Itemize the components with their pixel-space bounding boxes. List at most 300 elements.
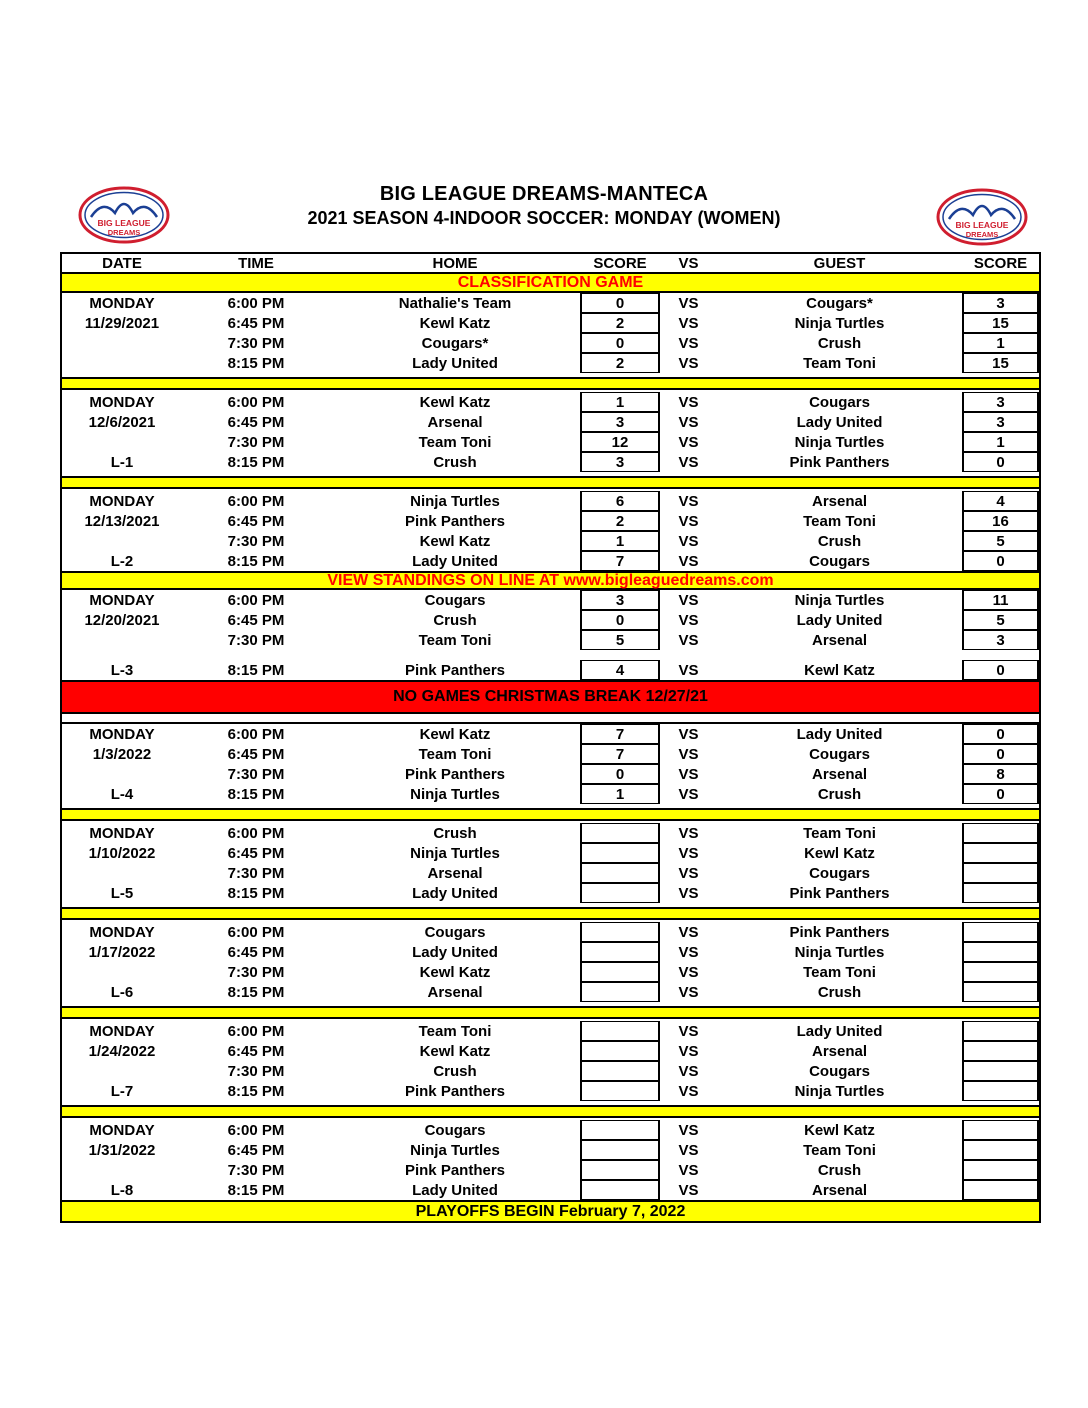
guest-score-box: 3 xyxy=(962,412,1039,432)
vs-cell: VS xyxy=(678,884,699,902)
time-cell: 7:30 PM xyxy=(227,1161,285,1179)
home-score-box xyxy=(580,1021,660,1041)
vs-cell: VS xyxy=(678,824,699,842)
guest-score-cell xyxy=(962,432,1039,452)
date-cell: L-8 xyxy=(110,1181,134,1199)
home-team-cell: Cougars xyxy=(424,1121,486,1139)
guest-score-cell xyxy=(962,531,1039,551)
vs-cell: VS xyxy=(678,1141,699,1159)
time-cell: 7:30 PM xyxy=(227,532,285,550)
vs-cell: VS xyxy=(678,354,699,372)
column-header-guest-score: SCORE xyxy=(962,254,1039,274)
vs-cell: VS xyxy=(678,631,699,649)
column-header-vs: VS xyxy=(660,254,717,274)
logo-text-bottom: DREAMS xyxy=(107,228,141,237)
home-team-cell: Lady United xyxy=(412,943,498,961)
date-cell xyxy=(62,432,182,452)
date-cell: MONDAY xyxy=(89,1121,155,1139)
column-header-home-score: SCORE xyxy=(580,254,660,274)
guest-team-cell: Crush xyxy=(817,983,862,1001)
guest-team-cell: Lady United xyxy=(796,413,883,431)
guest-team-cell: Arsenal xyxy=(811,492,868,510)
home-score-box: 4 xyxy=(580,660,660,680)
home-score-cell xyxy=(580,1081,660,1101)
time-cell: 6:00 PM xyxy=(227,294,285,312)
week-separator xyxy=(62,1002,1039,1021)
guest-score-box: 3 xyxy=(962,630,1039,650)
guest-team-cell: Crush xyxy=(817,334,862,352)
guest-score-box xyxy=(962,843,1039,863)
time-cell: 6:45 PM xyxy=(227,512,285,530)
home-team-cell: Lady United xyxy=(412,552,498,570)
time-cell: 6:00 PM xyxy=(227,492,285,510)
guest-score-box: 3 xyxy=(962,392,1039,412)
vs-cell: VS xyxy=(678,1082,699,1100)
home-score-cell xyxy=(580,784,660,804)
guest-score-box: 4 xyxy=(962,491,1039,511)
home-team-cell: Crush xyxy=(433,824,477,842)
guest-team-cell: Crush xyxy=(817,785,862,803)
guest-team-cell: Team Toni xyxy=(803,824,876,842)
vs-cell: VS xyxy=(678,413,699,431)
home-score-box xyxy=(580,922,660,942)
guest-team-cell: Team Toni xyxy=(803,963,876,981)
home-team-cell: Team Toni xyxy=(418,1022,492,1040)
home-team-cell: Team Toni xyxy=(418,631,492,649)
home-score-box: 2 xyxy=(580,511,660,531)
guest-score-cell xyxy=(962,883,1039,903)
home-team-cell: Cougars xyxy=(424,923,486,941)
home-score-box xyxy=(580,883,660,903)
home-team-cell: Nathalie's Team xyxy=(398,294,512,312)
week-separator xyxy=(62,472,1039,491)
date-cell xyxy=(62,863,182,883)
home-score-cell xyxy=(580,1180,660,1200)
home-score-box: 7 xyxy=(580,744,660,764)
home-score-box xyxy=(580,1081,660,1101)
guest-team-cell: Kewl Katz xyxy=(804,844,875,862)
date-cell xyxy=(62,531,182,551)
time-cell: 7:30 PM xyxy=(227,963,285,981)
home-score-cell xyxy=(580,922,660,942)
date-cell: MONDAY xyxy=(89,492,155,510)
time-cell: 8:15 PM xyxy=(227,1082,285,1100)
guest-score-box: 1 xyxy=(962,432,1039,452)
date-cell: 1/17/2022 xyxy=(88,943,156,961)
home-score-cell xyxy=(580,1021,660,1041)
row-gap xyxy=(62,650,1039,660)
date-cell: L-6 xyxy=(110,983,134,1001)
guest-score-box xyxy=(962,982,1039,1002)
home-score-box xyxy=(580,1120,660,1140)
time-cell: 6:00 PM xyxy=(227,923,285,941)
guest-score-box xyxy=(962,962,1039,982)
guest-score-box: 11 xyxy=(962,590,1039,610)
time-cell: 6:45 PM xyxy=(227,611,285,629)
guest-team-cell: Pink Panthers xyxy=(789,453,890,471)
time-cell: 8:15 PM xyxy=(227,785,285,803)
white-gap xyxy=(62,714,1039,724)
guest-team-cell: Ninja Turtles xyxy=(794,943,885,961)
guest-score-box: 8 xyxy=(962,764,1039,784)
home-score-box: 2 xyxy=(580,353,660,373)
home-score-box: 0 xyxy=(580,333,660,353)
guest-team-cell: Arsenal xyxy=(811,765,868,783)
guest-score-box xyxy=(962,1041,1039,1061)
guest-score-box: 5 xyxy=(962,531,1039,551)
guest-team-cell: Cougars xyxy=(809,1062,870,1080)
time-cell: 7:30 PM xyxy=(227,765,285,783)
home-team-cell: Pink Panthers xyxy=(404,512,506,530)
guest-team-cell: Team Toni xyxy=(803,354,876,372)
time-cell: 6:45 PM xyxy=(227,1042,285,1060)
home-score-cell xyxy=(580,1160,660,1180)
date-cell: MONDAY xyxy=(89,591,155,609)
date-cell: MONDAY xyxy=(89,824,155,842)
vs-cell: VS xyxy=(678,864,699,882)
guest-score-box: 1 xyxy=(962,333,1039,353)
guest-score-box: 15 xyxy=(962,353,1039,373)
home-score-box xyxy=(580,942,660,962)
date-cell: 1/3/2022 xyxy=(92,745,152,763)
vs-cell: VS xyxy=(678,1022,699,1040)
home-team-cell: Team Toni xyxy=(418,433,492,451)
guest-score-cell xyxy=(962,724,1039,744)
home-score-box: 0 xyxy=(580,764,660,784)
guest-score-box: 0 xyxy=(962,551,1039,571)
vs-cell: VS xyxy=(678,1062,699,1080)
home-team-cell: Arsenal xyxy=(427,413,483,431)
home-team-cell: Lady United xyxy=(412,1181,498,1199)
home-score-box xyxy=(580,1061,660,1081)
home-team-cell: Ninja Turtles xyxy=(410,785,500,803)
guest-score-box: 3 xyxy=(962,293,1039,313)
vs-cell: VS xyxy=(678,785,699,803)
guest-score-cell xyxy=(962,784,1039,804)
guest-team-cell: Kewl Katz xyxy=(804,1121,875,1139)
guest-score-box xyxy=(962,942,1039,962)
guest-team-cell: Lady United xyxy=(796,611,883,629)
vs-cell: VS xyxy=(678,923,699,941)
guest-score-cell xyxy=(962,922,1039,942)
date-cell: 11/29/2021 xyxy=(84,314,160,332)
guest-score-box: 0 xyxy=(962,452,1039,472)
guest-team-cell: Crush xyxy=(817,1161,862,1179)
guest-score-cell xyxy=(962,764,1039,784)
home-score-cell xyxy=(580,1120,660,1140)
home-score-cell xyxy=(580,412,660,432)
date-cell xyxy=(62,333,182,353)
home-score-cell xyxy=(580,452,660,472)
time-cell: 8:15 PM xyxy=(227,552,285,570)
vs-cell: VS xyxy=(678,725,699,743)
time-cell: 6:45 PM xyxy=(227,844,285,862)
home-score-cell xyxy=(580,333,660,353)
home-score-box xyxy=(580,843,660,863)
guest-score-box xyxy=(962,1021,1039,1041)
guest-team-cell: Lady United xyxy=(796,1022,883,1040)
schedule-table xyxy=(60,252,1041,1223)
guest-score-cell xyxy=(962,863,1039,883)
guest-score-box: 0 xyxy=(962,660,1039,680)
guest-score-cell xyxy=(962,1140,1039,1160)
date-cell: MONDAY xyxy=(89,393,155,411)
time-cell: 6:00 PM xyxy=(227,1121,285,1139)
home-team-cell: Crush xyxy=(433,1062,477,1080)
guest-score-cell xyxy=(962,313,1039,333)
vs-cell: VS xyxy=(678,294,699,312)
vs-cell: VS xyxy=(678,393,699,411)
home-team-cell: Cougars xyxy=(424,591,486,609)
date-cell: L-4 xyxy=(110,785,134,803)
guest-score-cell xyxy=(962,412,1039,432)
guest-score-box: 0 xyxy=(962,784,1039,804)
guest-score-cell xyxy=(962,823,1039,843)
home-team-cell: Arsenal xyxy=(427,864,483,882)
date-cell: 12/13/2021 xyxy=(84,512,160,530)
home-score-box: 0 xyxy=(580,293,660,313)
guest-score-cell xyxy=(962,293,1039,313)
guest-score-box: 5 xyxy=(962,610,1039,630)
home-score-cell xyxy=(580,531,660,551)
home-team-cell: Pink Panthers xyxy=(404,1161,506,1179)
home-team-cell: Kewl Katz xyxy=(419,393,491,411)
date-cell: MONDAY xyxy=(89,294,155,312)
home-score-box: 7 xyxy=(580,551,660,571)
home-score-box: 1 xyxy=(580,784,660,804)
home-score-box: 5 xyxy=(580,630,660,650)
guest-score-cell xyxy=(962,942,1039,962)
home-score-cell xyxy=(580,962,660,982)
vs-cell: VS xyxy=(678,1042,699,1060)
home-score-cell xyxy=(580,293,660,313)
home-score-box: 0 xyxy=(580,610,660,630)
home-score-box xyxy=(580,1041,660,1061)
home-score-cell xyxy=(580,590,660,610)
logo-text-top: BIG LEAGUE xyxy=(97,218,151,228)
home-score-cell xyxy=(580,764,660,784)
date-cell xyxy=(62,962,182,982)
home-team-cell: Team Toni xyxy=(418,745,492,763)
week-separator-band xyxy=(62,1006,1039,1019)
time-cell: 8:15 PM xyxy=(227,884,285,902)
guest-score-cell xyxy=(962,491,1039,511)
time-cell: 7:30 PM xyxy=(227,433,285,451)
week-separator-band xyxy=(62,377,1039,390)
guest-team-cell: Kewl Katz xyxy=(804,661,875,679)
home-score-cell xyxy=(580,823,660,843)
home-team-cell: Cougars* xyxy=(421,334,489,352)
guest-score-cell xyxy=(962,1021,1039,1041)
home-score-cell xyxy=(580,744,660,764)
home-team-cell: Ninja Turtles xyxy=(410,1141,500,1159)
guest-team-cell: Pink Panthers xyxy=(789,884,890,902)
home-score-box xyxy=(580,1180,660,1200)
guest-team-cell: Arsenal xyxy=(811,1181,868,1199)
vs-cell: VS xyxy=(678,591,699,609)
guest-team-cell: Cougars xyxy=(809,745,870,763)
home-score-cell xyxy=(580,660,660,680)
home-team-cell: Kewl Katz xyxy=(419,725,491,743)
vs-cell: VS xyxy=(678,532,699,550)
guest-team-cell: Cougars xyxy=(809,864,870,882)
home-team-cell: Ninja Turtles xyxy=(410,492,500,510)
date-cell xyxy=(62,1160,182,1180)
guest-team-cell: Lady United xyxy=(796,725,883,743)
column-header-time: TIME xyxy=(182,254,330,274)
guest-score-cell xyxy=(962,744,1039,764)
banner-standings: VIEW STANDINGS ON LINE AT www.bigleaguedreams.com xyxy=(62,571,1039,590)
home-score-cell xyxy=(580,1061,660,1081)
time-cell: 7:30 PM xyxy=(227,334,285,352)
guest-score-cell xyxy=(962,843,1039,863)
vs-cell: VS xyxy=(678,492,699,510)
home-score-box xyxy=(580,1140,660,1160)
home-score-cell xyxy=(580,610,660,630)
time-cell: 6:00 PM xyxy=(227,824,285,842)
home-score-cell xyxy=(580,724,660,744)
guest-score-cell xyxy=(962,1160,1039,1180)
home-team-cell: Arsenal xyxy=(427,983,483,1001)
guest-team-cell: Cougars* xyxy=(806,294,873,312)
logo-text-top: BIG LEAGUE xyxy=(955,220,1009,230)
guest-score-box: 0 xyxy=(962,724,1039,744)
page-subtitle: 2021 SEASON 4-INDOOR SOCCER: MONDAY (WOMEN) xyxy=(307,208,781,228)
page-header xyxy=(0,183,1088,229)
week-separator xyxy=(62,373,1039,392)
guest-score-box: 15 xyxy=(962,313,1039,333)
guest-score-cell xyxy=(962,551,1039,571)
date-cell: 1/31/2022 xyxy=(88,1141,156,1159)
guest-score-box xyxy=(962,883,1039,903)
guest-score-box xyxy=(962,1140,1039,1160)
guest-team-cell: Arsenal xyxy=(811,1042,868,1060)
guest-score-cell xyxy=(962,1120,1039,1140)
guest-score-box: 0 xyxy=(962,744,1039,764)
home-score-box xyxy=(580,863,660,883)
guest-score-cell xyxy=(962,1041,1039,1061)
date-cell: 12/6/2021 xyxy=(88,413,156,431)
home-score-box xyxy=(580,982,660,1002)
vs-cell: VS xyxy=(678,433,699,451)
home-team-cell: Kewl Katz xyxy=(419,1042,491,1060)
vs-cell: VS xyxy=(678,314,699,332)
guest-score-box: 16 xyxy=(962,511,1039,531)
time-cell: 7:30 PM xyxy=(227,1062,285,1080)
guest-score-cell xyxy=(962,333,1039,353)
guest-score-cell xyxy=(962,392,1039,412)
vs-cell: VS xyxy=(678,661,699,679)
guest-score-box xyxy=(962,1180,1039,1200)
guest-score-cell xyxy=(962,353,1039,373)
time-cell: 7:30 PM xyxy=(227,864,285,882)
guest-score-box xyxy=(962,823,1039,843)
home-score-cell xyxy=(580,392,660,412)
home-score-box: 7 xyxy=(580,724,660,744)
time-cell: 8:15 PM xyxy=(227,354,285,372)
time-cell: 6:45 PM xyxy=(227,1141,285,1159)
vs-cell: VS xyxy=(678,765,699,783)
home-score-cell xyxy=(580,982,660,1002)
home-score-box: 2 xyxy=(580,313,660,333)
date-cell xyxy=(62,1061,182,1081)
time-cell: 6:00 PM xyxy=(227,591,285,609)
home-score-box: 1 xyxy=(580,531,660,551)
vs-cell: VS xyxy=(678,552,699,570)
vs-cell: VS xyxy=(678,844,699,862)
guest-team-cell: Crush xyxy=(817,532,862,550)
column-header-home: HOME xyxy=(330,254,580,274)
home-score-box: 12 xyxy=(580,432,660,452)
date-cell: L-1 xyxy=(110,453,134,471)
home-score-box: 6 xyxy=(580,491,660,511)
guest-score-box xyxy=(962,922,1039,942)
guest-score-cell xyxy=(962,1081,1039,1101)
home-score-cell xyxy=(580,1140,660,1160)
week-separator xyxy=(62,804,1039,823)
banner-christmas: NO GAMES CHRISTMAS BREAK 12/27/21 xyxy=(62,680,1039,714)
guest-score-box xyxy=(962,1120,1039,1140)
guest-score-cell xyxy=(962,1180,1039,1200)
column-header-date: DATE xyxy=(62,254,182,274)
home-team-cell: Pink Panthers xyxy=(404,765,506,783)
home-score-cell xyxy=(580,883,660,903)
home-team-cell: Crush xyxy=(433,611,477,629)
guest-team-cell: Team Toni xyxy=(803,512,876,530)
time-cell: 8:15 PM xyxy=(227,453,285,471)
home-score-box: 3 xyxy=(580,590,660,610)
week-separator-band xyxy=(62,808,1039,821)
date-cell: L-7 xyxy=(110,1082,134,1100)
home-score-cell xyxy=(580,491,660,511)
vs-cell: VS xyxy=(678,1121,699,1139)
time-cell: 8:15 PM xyxy=(227,661,285,679)
home-team-cell: Crush xyxy=(433,453,477,471)
date-cell: L-5 xyxy=(110,884,134,902)
guest-team-cell: Pink Panthers xyxy=(789,923,890,941)
date-cell: 12/20/2021 xyxy=(84,611,160,629)
vs-cell: VS xyxy=(678,943,699,961)
home-score-box xyxy=(580,962,660,982)
guest-score-cell xyxy=(962,982,1039,1002)
date-cell: 1/10/2022 xyxy=(88,844,156,862)
time-cell: 6:45 PM xyxy=(227,943,285,961)
vs-cell: VS xyxy=(678,334,699,352)
date-cell xyxy=(62,353,182,373)
home-score-box: 3 xyxy=(580,412,660,432)
guest-score-cell xyxy=(962,962,1039,982)
vs-cell: VS xyxy=(678,745,699,763)
date-cell: L-2 xyxy=(110,552,134,570)
home-score-cell xyxy=(580,630,660,650)
guest-team-cell: Ninja Turtles xyxy=(794,1082,885,1100)
vs-cell: VS xyxy=(678,512,699,530)
banner-classification: CLASSIFICATION GAME xyxy=(62,274,1039,293)
home-score-cell xyxy=(580,863,660,883)
vs-cell: VS xyxy=(678,963,699,981)
date-cell: MONDAY xyxy=(89,923,155,941)
home-team-cell: Lady United xyxy=(412,884,498,902)
guest-score-cell xyxy=(962,660,1039,680)
guest-score-box xyxy=(962,1160,1039,1180)
guest-score-cell xyxy=(962,511,1039,531)
home-score-box: 3 xyxy=(580,452,660,472)
week-separator-band xyxy=(62,907,1039,920)
time-cell: 6:00 PM xyxy=(227,393,285,411)
guest-score-cell xyxy=(962,1061,1039,1081)
time-cell: 6:00 PM xyxy=(227,725,285,743)
home-score-cell xyxy=(580,313,660,333)
